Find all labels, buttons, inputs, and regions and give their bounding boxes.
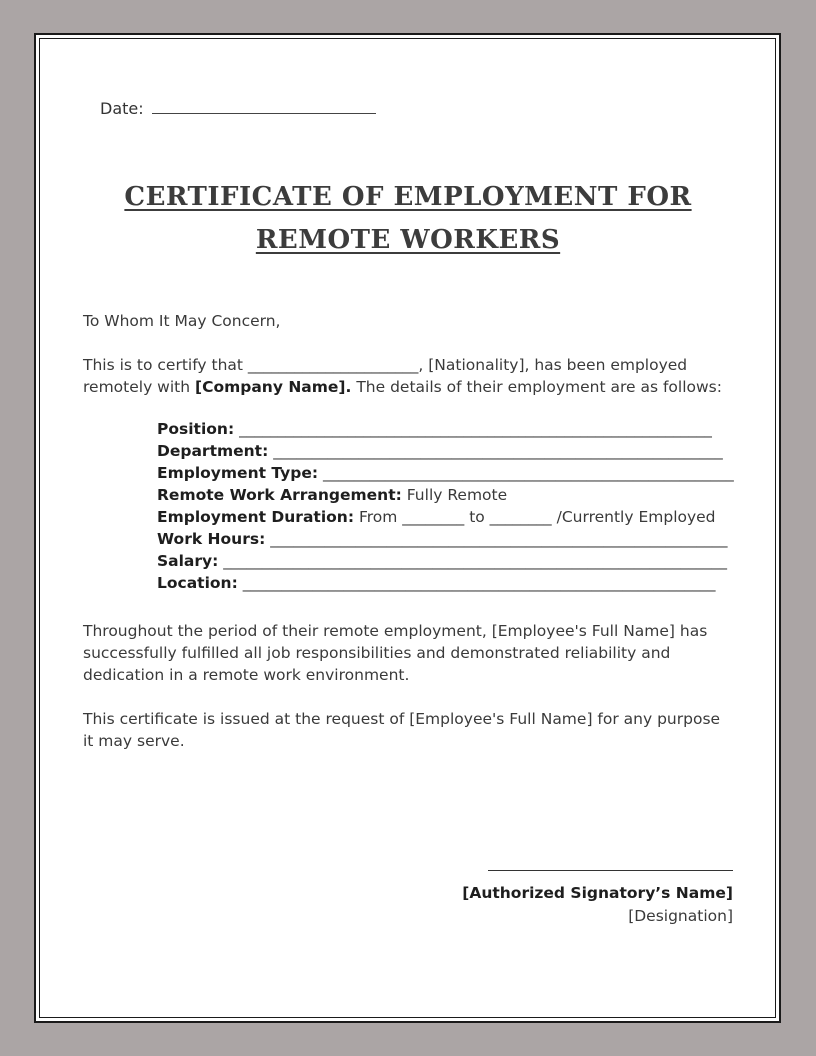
intro-paragraph: [83, 354, 735, 398]
detail-label: Remote Work Arrangement:: [157, 486, 402, 504]
employment-details: [157, 418, 737, 594]
detail-label: Department:: [157, 442, 269, 460]
detail-value: ___________________________________________________________: [265, 530, 728, 548]
detail-label: Work Hours:: [157, 530, 266, 548]
detail-label: Employment Type:: [157, 464, 319, 482]
title-line-2: REMOTE WORKERS: [255, 225, 561, 255]
signatory-name: [Authorized Signatory’s Name]: [462, 884, 733, 902]
salutation: To Whom It May Concern,: [83, 312, 281, 330]
detail-row-position: [157, 418, 737, 440]
intro-text-2: The details of their employment are as follows:: [351, 378, 722, 396]
detail-value: From ________ to ________ /Currently Employed: [354, 508, 716, 526]
detail-value: _____________________________________________________________: [237, 574, 716, 592]
detail-row-work-hours: [157, 528, 737, 550]
company-name-placeholder: [Company Name].: [194, 378, 352, 396]
date-field: [100, 99, 376, 118]
detail-row-employment-type: [157, 462, 737, 484]
fulfillment-paragraph: Throughout the period of their remote employment, [Employee's Full Name] has successfully fulfilled all job responsibilities and demonstrated reliability and dedication in a remote work environment.: [83, 622, 708, 684]
detail-value: __________________________________________________________: [268, 442, 723, 460]
detail-value: Fully Remote: [401, 486, 508, 504]
detail-label: Salary:: [157, 552, 219, 570]
signatory-designation: [Designation]: [628, 907, 733, 925]
date-label: Date:: [100, 99, 144, 118]
detail-label: Location:: [157, 574, 238, 592]
signature-line[interactable]: [488, 870, 733, 871]
detail-row-department: [157, 440, 737, 462]
detail-row-location: [157, 572, 737, 594]
detail-value: _________________________________________________________________: [218, 552, 728, 570]
intro-text-1: This is to certify that ______________________, [Nationality], has been employed remotely with: [83, 356, 688, 396]
title-line-1: CERTIFICATE OF EMPLOYMENT FOR: [124, 182, 692, 212]
date-blank-line[interactable]: [152, 99, 376, 114]
certificate-title: [60, 176, 756, 262]
detail-row-remote-arrangement: [157, 484, 737, 506]
detail-label: Position:: [157, 420, 235, 438]
detail-row-salary: [157, 550, 737, 572]
detail-value: _____________________________________________________: [318, 464, 734, 482]
detail-value: _____________________________________________________________: [234, 420, 712, 438]
detail-label: Employment Duration:: [157, 508, 355, 526]
detail-row-employment-duration: [157, 506, 737, 528]
purpose-paragraph: This certificate is issued at the request of [Employee's Full Name] for any purpose it may serve.: [83, 710, 721, 750]
